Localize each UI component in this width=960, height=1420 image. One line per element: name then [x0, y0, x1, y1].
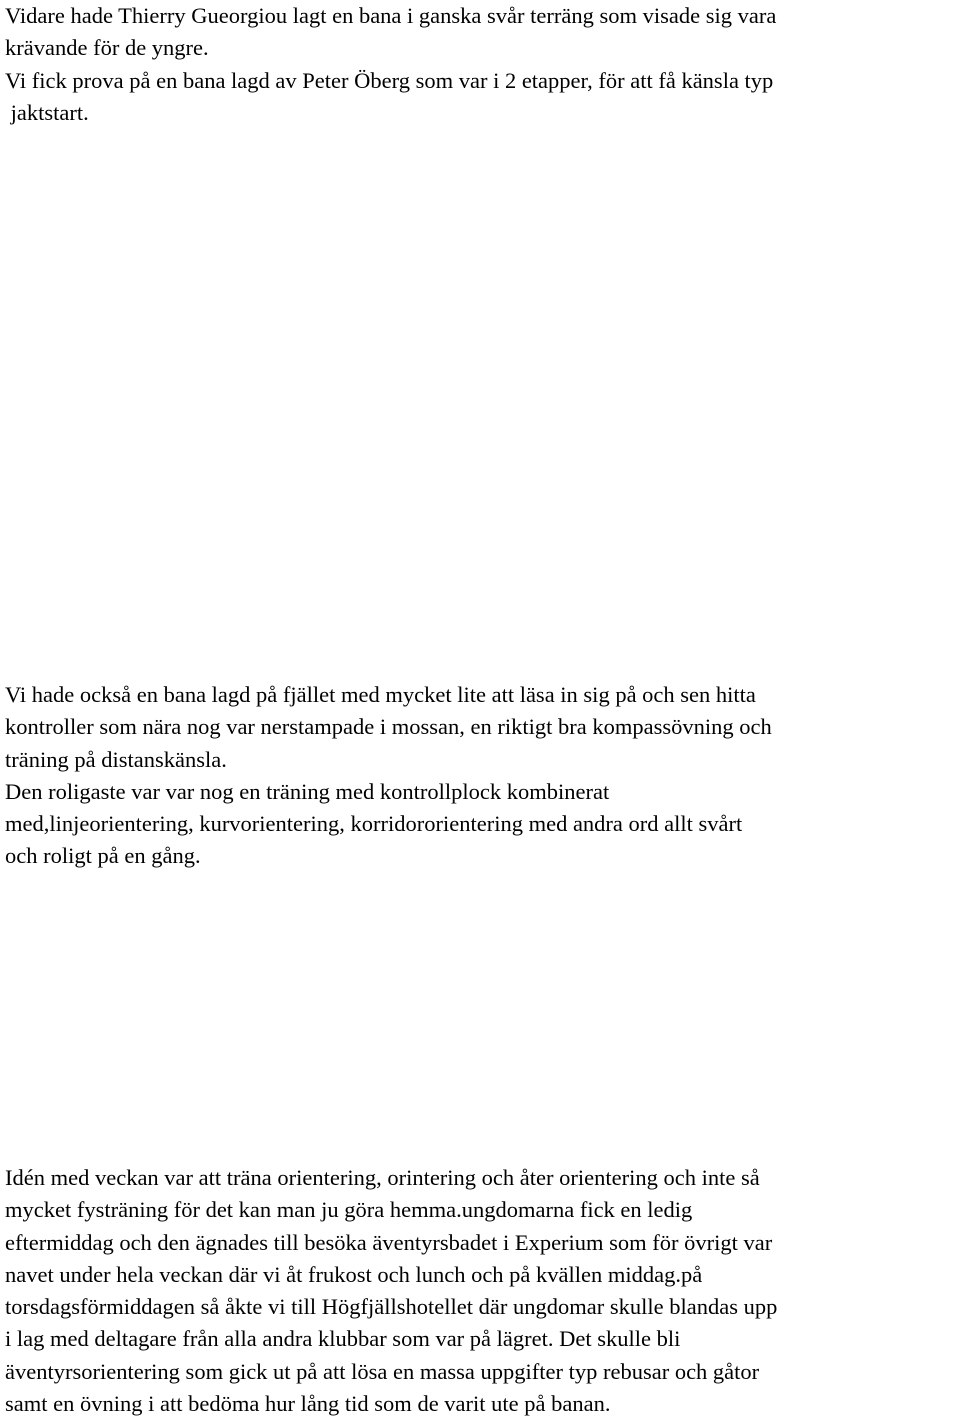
- text-line: kontroller som nära nog var nerstampade i mossan, en riktigt bra kompassövning och: [5, 714, 772, 740]
- paragraph-training-courses: [5, 0, 960, 129]
- text-line: med,linjeorientering, kurvorientering, korridororientering med andra ord allt svårt: [5, 811, 743, 837]
- text-line: äventyrsorientering som gick ut på att lösa en massa uppgifter typ rebusar och gåtor: [5, 1358, 760, 1384]
- text-line: och roligt på en gång.: [5, 843, 201, 869]
- text-line: Idén med veckan var att träna orientering, orintering och åter orientering och inte så: [5, 1165, 760, 1190]
- text-line: i lag med deltagare från alla andra klubbar som var på lägret. Det skulle bli: [5, 1326, 681, 1352]
- text-line: krävande för de yngre.: [5, 35, 209, 61]
- paragraph-mountain-course: [5, 679, 960, 873]
- text-line: jaktstart.: [5, 99, 89, 125]
- text-line: Den roligaste var var nog en träning med kontrollplock kombinerat: [5, 778, 610, 804]
- text-line: mycket fysträning för det kan man ju göra hemma.ungdomarna fick en ledig: [5, 1197, 693, 1223]
- text-line: eftermiddag och den ägnades till besöka äventyrsbadet i Experium som för övrigt var: [5, 1229, 773, 1255]
- text-line: Vi hade också en bana lagd på fjället med mycket lite att läsa in sig på och sen hitta: [5, 682, 756, 707]
- text-line: Vi fick prova på en bana lagd av Peter Öberg som var i 2 etapper, för att få känsla typ: [5, 67, 774, 93]
- paragraph-week-idea: [5, 1162, 960, 1420]
- text-line: Vidare hade Thierry Gueorgiou lagt en bana i ganska svår terräng som visade sig vara: [5, 3, 777, 28]
- text-line: samt en övning i att bedöma hur lång tid som de varit ute på banan.: [5, 1391, 611, 1417]
- text-line: torsdagsförmiddagen så åkte vi till Högfjällshotellet där ungdomar skulle blandas upp: [5, 1294, 778, 1320]
- text-line: träning på distanskänsla.: [5, 746, 227, 772]
- text-line: navet under hela veckan där vi åt frukost och lunch och på kvällen middag.på: [5, 1261, 703, 1287]
